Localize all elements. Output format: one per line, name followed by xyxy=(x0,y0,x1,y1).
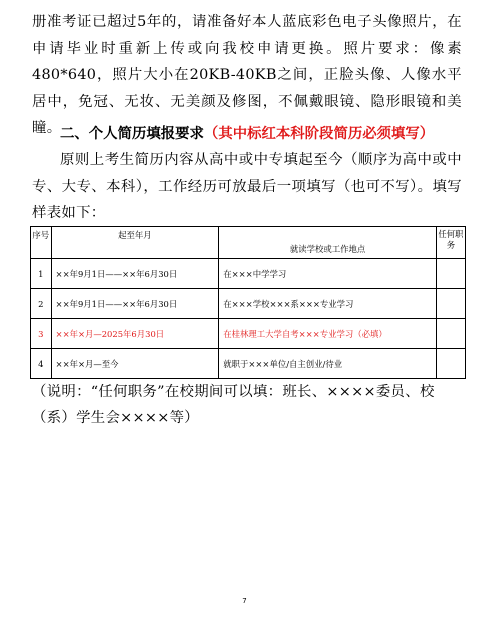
row-seq: 3 xyxy=(31,319,52,349)
table-row xyxy=(31,349,466,379)
header-duty: 任何职务 xyxy=(436,227,465,259)
resume-sample-table xyxy=(30,226,466,379)
row-seq: 2 xyxy=(31,289,52,319)
row-period: ××年×月—2025年6月30日 xyxy=(51,319,219,349)
table-row xyxy=(31,289,466,319)
section-heading-highlight: （其中标红本科阶段简历必须填写） xyxy=(203,126,435,142)
row-duty xyxy=(436,259,465,289)
note-paragraph: （说明：“任何职务”在校期间可以填：班长、××××委员、校（系）学生会××××等） xyxy=(32,384,435,426)
header-period: 起至年月 xyxy=(51,227,219,259)
table-row xyxy=(31,259,466,289)
table-row-highlighted xyxy=(31,319,466,349)
row-place: 在桂林理工大学自考×××专业学习（必填） xyxy=(219,319,437,349)
row-place: 就职于×××单位/自主创业/待业 xyxy=(219,349,437,379)
row-duty xyxy=(436,319,465,349)
row-place: 在×××中学学习 xyxy=(219,259,437,289)
resume-instruction-paragraph: 原则上考生简历内容从高中或中专填起至今（顺序为高中或中专、大专、本科），工作经历可放最后一项填写（也可不写）。填写样表如下： xyxy=(32,152,462,221)
page-number: 7 xyxy=(242,597,247,605)
header-seq: 序号 xyxy=(31,227,52,259)
header-place: 就读学校或工作地点 xyxy=(219,227,437,259)
row-place: 在×××学校×××系×××专业学习 xyxy=(219,289,437,319)
photo-requirement-paragraph: 册准考证已超过5年的，请准备好本人蓝底彩色电子头像照片，在申请毕业时重新上传或向我校申请更换。照片要求：像素480*640，照片大小在20KB-40KB之间，正脸头像、人像水平居中，免冠、无妆、无美颜及修图，不佩戴眼镜、隐形眼镜和美瞳。 xyxy=(32,14,462,136)
row-period: ××年×月—至今 xyxy=(51,349,219,379)
section-heading-title: 二、个人简历填报要求 xyxy=(60,126,204,142)
row-period: ××年9月1日——××年6月30日 xyxy=(51,289,219,319)
section-heading xyxy=(60,121,434,147)
row-seq: 4 xyxy=(31,349,52,379)
table-header-row xyxy=(31,227,466,259)
row-seq: 1 xyxy=(31,259,52,289)
row-duty xyxy=(436,349,465,379)
row-duty xyxy=(436,289,465,319)
row-period: ××年9月1日——××年6月30日 xyxy=(51,259,219,289)
